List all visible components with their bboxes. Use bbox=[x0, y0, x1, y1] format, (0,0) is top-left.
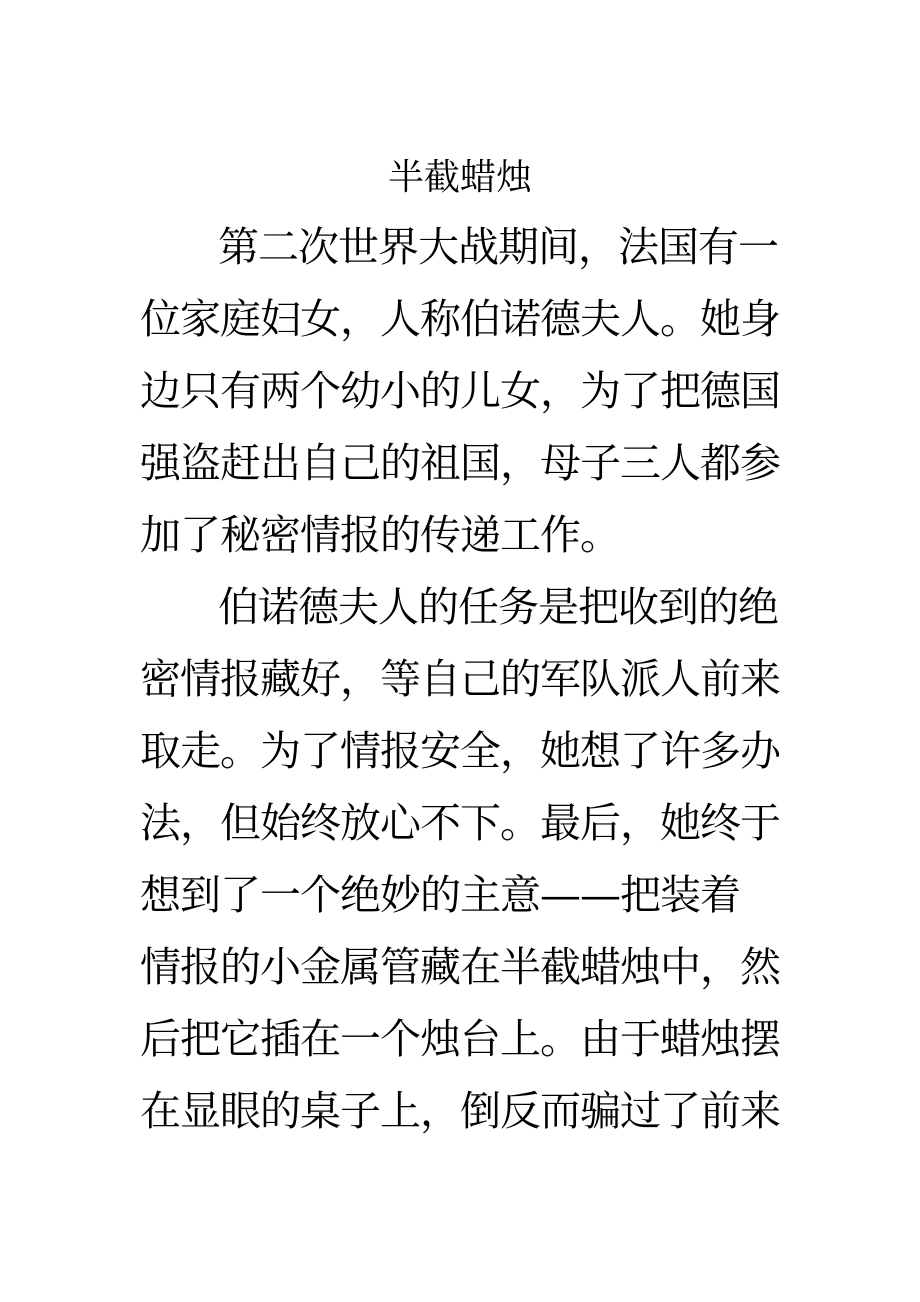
paragraph-2-line-2: 密情报藏好，等自己的军队派人前来 bbox=[140, 655, 780, 703]
paragraph-2-line-3: 取走。为了情报安全，她想了许多办 bbox=[140, 727, 780, 775]
paragraph-1-line-5: 加了秘密情报的传递工作。 bbox=[140, 511, 620, 559]
paragraph-2-line-7: 后把它插在一个烛台上。由于蜡烛摆 bbox=[140, 1015, 780, 1063]
paragraph-1-line-3: 边只有两个幼小的儿女，为了把德国 bbox=[140, 367, 780, 415]
document-title: 半截蜡烛 bbox=[387, 157, 532, 198]
paragraph-1-line-1: 第二次世界大战期间，法国有一 bbox=[218, 223, 778, 271]
paragraph-1-line-4: 强盗赶出自己的祖国，母子三人都参 bbox=[140, 439, 780, 487]
paragraph-2-line-4: 法，但始终放心不下。最后，她终于 bbox=[140, 799, 780, 847]
paragraph-2-line-1: 伯诺德夫人的任务是把收到的绝 bbox=[218, 583, 778, 631]
paragraph-2-line-8: 在显眼的桌子上，倒反而骗过了前来 bbox=[140, 1087, 780, 1135]
paragraph-1-line-2: 位家庭妇女，人称伯诺德夫人。她身 bbox=[140, 295, 780, 343]
paragraph-2-line-5: 想到了一个绝妙的主意——把装着 bbox=[140, 871, 740, 919]
paragraph-2-line-6: 情报的小金属管藏在半截蜡烛中，然 bbox=[140, 943, 780, 991]
